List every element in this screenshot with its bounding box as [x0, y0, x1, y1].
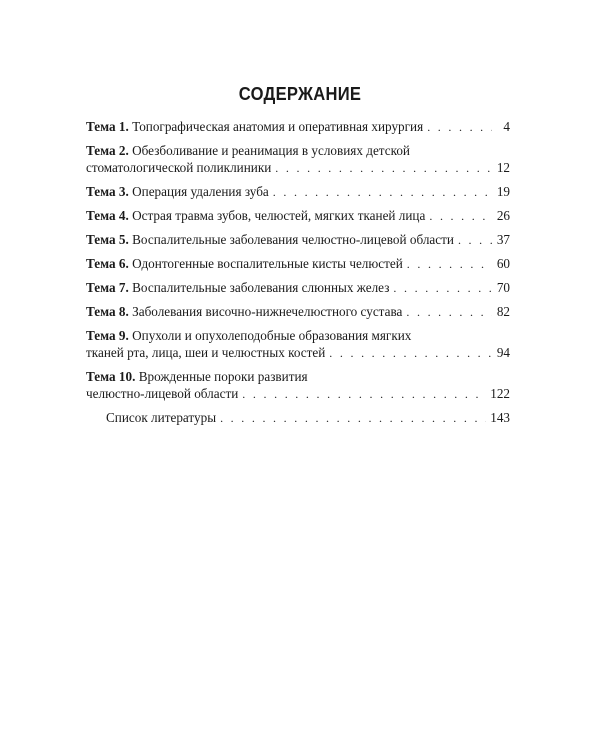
- toc-entry-4[interactable]: [86, 207, 510, 224]
- toc-entry-title: Топографическая анатомия и оперативная хирургия: [132, 119, 424, 134]
- leader-dots: [406, 304, 492, 321]
- toc-entry-prefix: Тема 10.: [86, 369, 136, 384]
- toc-entry-title: Воспалительные заболевания челюстно-лицевой области: [132, 232, 454, 247]
- toc-entry-page: 26: [496, 208, 510, 223]
- toc-line: [86, 159, 510, 176]
- table-of-contents: [86, 118, 510, 433]
- leader-dots: [407, 256, 492, 273]
- toc-line: [86, 183, 510, 200]
- leader-dots: [220, 410, 486, 427]
- toc-entry-prefix: Тема 1.: [86, 119, 129, 134]
- toc-entry-1[interactable]: [86, 118, 510, 135]
- toc-entry-prefix: Тема 5.: [86, 232, 129, 247]
- toc-entry-title: Список литературы: [106, 410, 217, 425]
- toc-entry-9[interactable]: [86, 327, 510, 361]
- leader-dots: [273, 184, 492, 201]
- toc-entry-title: Острая травма зубов, челюстей, мягких тканей лица: [132, 208, 426, 223]
- toc-entry-title-continued: челюстно-лицевой области: [86, 386, 239, 401]
- toc-entry-page: 82: [496, 304, 510, 319]
- toc-line: [86, 385, 510, 402]
- toc-entry-prefix: Тема 4.: [86, 208, 129, 223]
- toc-line: [86, 344, 510, 361]
- toc-entry-prefix: Тема 2.: [86, 143, 129, 158]
- toc-entry-5[interactable]: [86, 231, 510, 248]
- leader-dots: [275, 160, 492, 177]
- toc-entry-2[interactable]: [86, 142, 510, 176]
- toc-entry-prefix: Тема 3.: [86, 184, 129, 199]
- toc-line: [86, 368, 510, 385]
- toc-line: [86, 255, 510, 272]
- toc-entry-title: Опухоли и опухолеподобные образования мягких: [132, 328, 412, 343]
- toc-line: [86, 118, 510, 135]
- toc-line: [86, 231, 510, 248]
- toc-entry-page: 12: [496, 160, 510, 175]
- leader-dots: [393, 280, 492, 297]
- toc-entry-10[interactable]: [86, 368, 510, 402]
- toc-line: [86, 327, 510, 344]
- toc-entry-title-continued: тканей рта, лица, шеи и челюстных костей: [86, 345, 326, 360]
- toc-entry-page: 37: [496, 232, 510, 247]
- toc-entry-title: Одонтогенные воспалительные кисты челюстей: [132, 256, 403, 271]
- toc-entry-bibliography[interactable]: [86, 409, 510, 426]
- toc-line: [86, 303, 510, 320]
- toc-entry-title: Воспалительные заболевания слюнных желез: [132, 280, 390, 295]
- toc-entry-page: 70: [496, 280, 510, 295]
- leader-dots: [429, 208, 492, 225]
- leader-dots: [427, 119, 492, 136]
- toc-entry-title: Заболевания височно-нижнечелюстного сустава: [132, 304, 403, 319]
- leader-dots: [242, 386, 486, 403]
- toc-entry-page: 4: [503, 119, 510, 134]
- toc-entry-page: 94: [496, 345, 510, 360]
- toc-line: [86, 142, 510, 159]
- toc-entry-page: 60: [496, 256, 510, 271]
- toc-entry-8[interactable]: [86, 303, 510, 320]
- toc-entry-title: Операция удаления зуба: [132, 184, 269, 199]
- toc-entry-prefix: Тема 9.: [86, 328, 129, 343]
- toc-entry-prefix: Тема 7.: [86, 280, 129, 295]
- toc-entry-page: 122: [490, 386, 510, 401]
- toc-entry-6[interactable]: [86, 255, 510, 272]
- toc-entry-7[interactable]: [86, 279, 510, 296]
- toc-line: [86, 207, 510, 224]
- leader-dots: [458, 232, 492, 249]
- toc-entry-prefix: Тема 6.: [86, 256, 129, 271]
- toc-line: [86, 279, 510, 296]
- toc-line: [86, 409, 510, 426]
- leader-dots: [329, 345, 492, 362]
- toc-entry-title-continued: стоматологической поликлиники: [86, 160, 272, 175]
- toc-entry-page: 19: [496, 184, 510, 199]
- toc-entry-3[interactable]: [86, 183, 510, 200]
- toc-entry-title: Врожденные пороки развития: [138, 369, 308, 384]
- toc-entry-prefix: Тема 8.: [86, 304, 129, 319]
- page-title: СОДЕРЖАНИЕ: [238, 84, 362, 104]
- toc-entry-page: 143: [490, 410, 510, 425]
- toc-entry-title: Обезболивание и реанимация в условиях детской: [132, 143, 410, 158]
